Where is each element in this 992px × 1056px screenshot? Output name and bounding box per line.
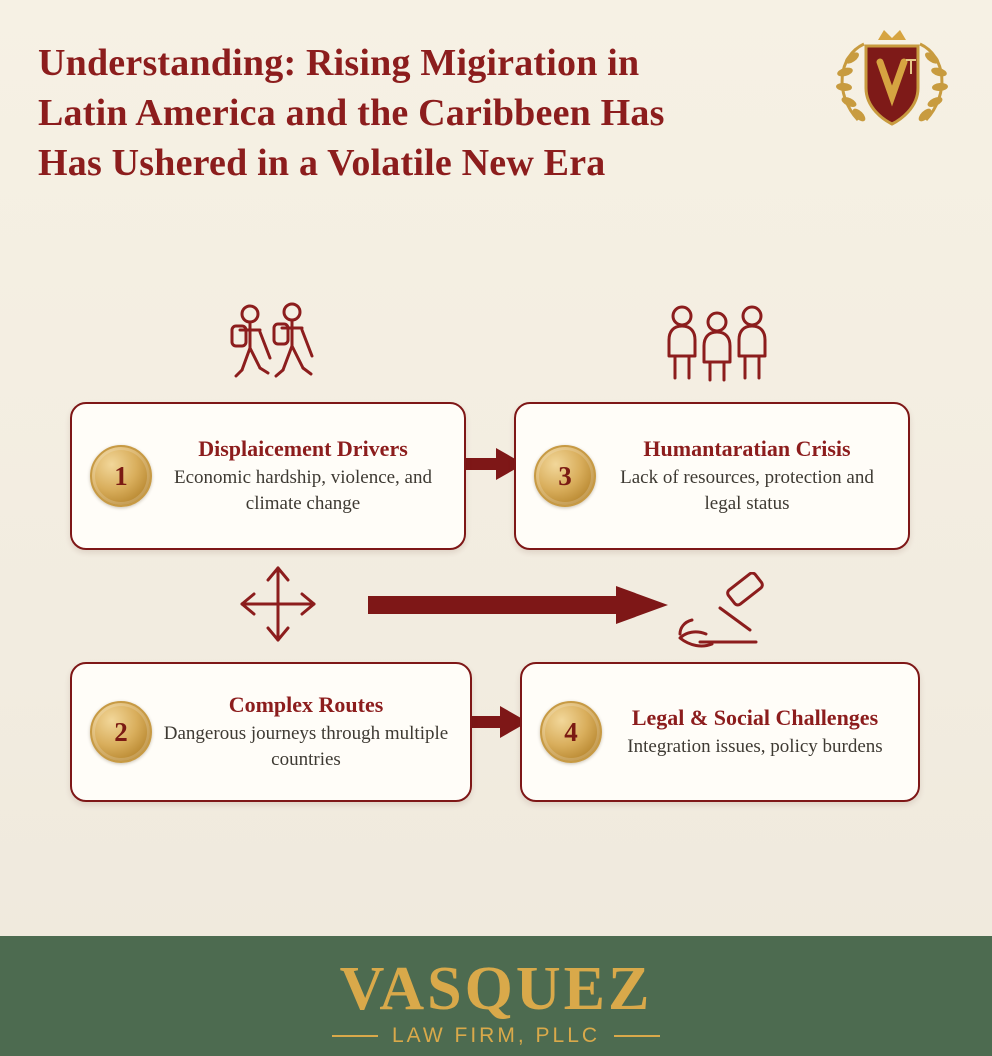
step-badge-1: 1 <box>90 445 152 507</box>
step-title-4: Legal & Social Challenges <box>631 705 879 730</box>
step-title-3: Humantaratian Crisis <box>643 436 851 461</box>
footer-rule-right <box>614 1035 660 1037</box>
step-title-1: Displaicement Drivers <box>198 436 408 461</box>
footer-tagline-row <box>0 1024 992 1048</box>
page-title-line-1: Understanding: Rising Migiration in <box>38 42 640 84</box>
step-desc-4: Integration issues, policy burdens <box>627 736 883 757</box>
four-way-arrows-icon <box>226 556 330 652</box>
step-badge-2: 2 <box>90 701 152 763</box>
step-badge-4: 4 <box>540 701 602 763</box>
step-card-2[interactable] <box>70 662 472 802</box>
step-desc-3: Lack of resources, protection and legal status <box>620 467 874 514</box>
footer-rule-left <box>332 1035 378 1037</box>
page-title <box>38 38 798 188</box>
page-title-line-2: Latin America and the Caribbeen Has <box>38 92 665 134</box>
step-badge-3: 3 <box>534 445 596 507</box>
step-desc-1: Economic hardship, violence, and climate change <box>173 467 432 514</box>
page-title-line-3: Has Ushered in a Volatile New Era <box>38 142 606 184</box>
step-card-3[interactable] <box>514 402 910 550</box>
group-of-people-icon <box>662 302 772 388</box>
arrow-long-horizontal <box>368 584 668 626</box>
footer-bar <box>0 936 992 1056</box>
shield-crest-icon <box>822 22 962 142</box>
walking-migrants-icon <box>222 300 342 394</box>
step-card-1[interactable] <box>70 402 466 550</box>
footer-brand-name: VASQUEZ <box>339 955 653 1023</box>
step-title-2: Complex Routes <box>228 692 384 717</box>
step-card-4[interactable] <box>520 662 920 802</box>
footer-tagline: LAW FIRM, PLLC <box>391 1024 601 1047</box>
gavel-in-hand-icon <box>672 572 782 664</box>
step-desc-2: Dangerous journeys through multiple countries <box>163 723 449 770</box>
